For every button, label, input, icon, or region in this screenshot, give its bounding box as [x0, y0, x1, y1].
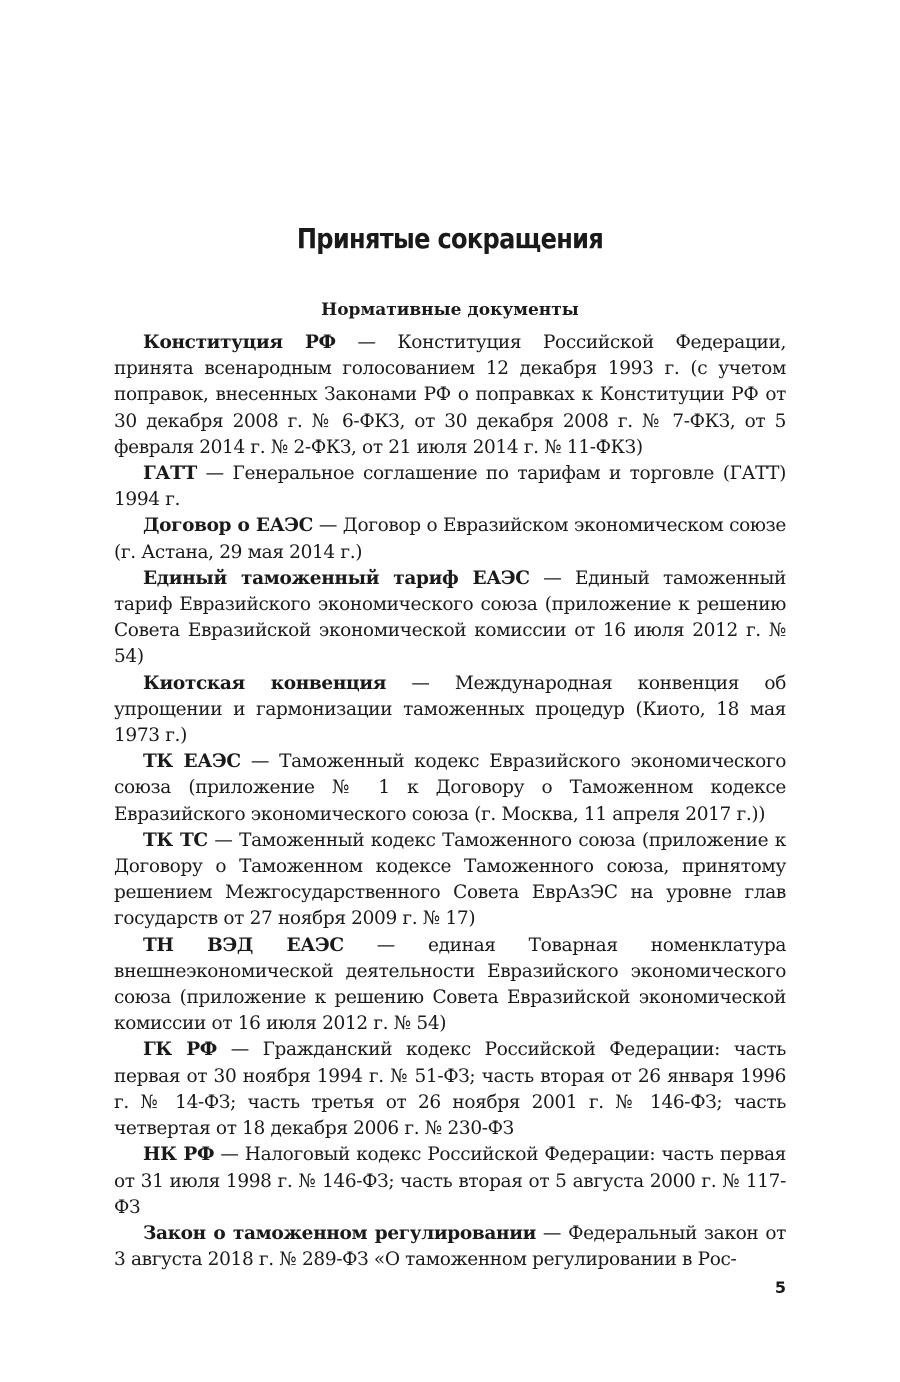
abbreviation-definition: Договор о Евразийском экономическом союзе (г. Астана, 29 мая 2014 г.) [114, 515, 786, 563]
abbreviation-entry [114, 1037, 786, 1142]
abbreviation-entry [114, 671, 786, 750]
abbreviation-term: Договор о ЕАЭС [143, 515, 314, 537]
abbreviation-term: ГАТТ [143, 463, 197, 485]
abbreviations-list [114, 330, 786, 1273]
abbreviation-entry [114, 749, 786, 828]
abbreviation-term: Конституция РФ [143, 332, 336, 353]
abbreviation-entry [114, 461, 786, 513]
abbreviation-entry [114, 330, 786, 461]
dash: — [240, 751, 280, 773]
abbreviation-term: ТК ЕАЭС [143, 751, 241, 773]
abbreviation-definition: Единый таможенный тариф Евразийского экономического союза (приложение к решению Совета Евразийской экономической комиссии от 16 июля 2012 г. № 54) [114, 567, 787, 668]
abbreviation-term: ГК РФ [143, 1039, 217, 1061]
page-title: Принятые сокращения [296, 222, 604, 255]
abbreviation-entry [114, 1142, 786, 1221]
abbreviation-entry [114, 933, 786, 1038]
abbreviation-definition: единая Товарная номенклатура внешнеэкономической деятельности Евразийского экономического союза (приложение к решению Совета Евразийской экономической комиссии от 16 июля 2012 г. № 54) [114, 934, 786, 1035]
abbreviation-entry [114, 1221, 786, 1273]
dash: — [535, 1222, 569, 1244]
dash: — [196, 463, 233, 485]
abbreviation-term: ТК ТС [143, 829, 208, 851]
abbreviation-term: НК РФ [143, 1144, 215, 1166]
dash: — [335, 332, 398, 353]
abbreviation-definition: Гражданский кодекс Российской Федерации: часть первая от 30 ноября 1994 г. № 51-ФЗ; часть вторая от 26 января 1996 г. № 14-ФЗ; часть третья от 26 ноября 2001 г. № 146-ФЗ; часть четвертая от 18 декабря 2006 г. № 230-ФЗ [114, 1039, 786, 1140]
abbreviation-definition: Таможенный кодекс Евразийского экономического союза (приложение № 1 к Договору о Таможенном кодексе Евразийского экономического союза (г. Москва, 11 апреля 2017 г.)) [114, 751, 786, 825]
dash: — [386, 672, 455, 694]
abbreviation-entry [114, 513, 786, 565]
dash: — [214, 1144, 245, 1166]
section-heading: Нормативные документы [321, 300, 579, 320]
dash: — [216, 1039, 263, 1061]
abbreviation-entry [114, 566, 786, 671]
abbreviation-term: Киотская конвенция [143, 672, 387, 694]
dash: — [529, 567, 575, 589]
abbreviation-definition: Международная конвенция об упрощении и гармонизации таможенных процедур (Киото, 18 мая 1973 г.) [114, 672, 786, 747]
abbreviation-entry [114, 828, 786, 933]
dash: — [207, 829, 240, 851]
abbreviation-term: Закон о таможенном регулировании [143, 1222, 536, 1244]
abbreviation-definition: Таможенный кодекс Таможенного союза (приложение к Договору о Таможенном кодексе Таможенного союза, принятому решением Межгосударственного Совета ЕврАзЭС на уровне глав государств от 27 ноября 2009 г. № 17) [114, 829, 787, 930]
abbreviation-term: Единый таможенный тариф ЕАЭС [143, 567, 530, 589]
dash: — [313, 515, 343, 537]
abbreviation-definition: Генеральное соглашение по тарифам и торговле (ГАТТ) 1994 г. [114, 463, 786, 511]
abbreviation-definition: Федеральный закон от 3 августа 2018 г. № 289-ФЗ «О таможенном регулировании в Рос- [114, 1222, 786, 1271]
abbreviation-term: ТН ВЭД ЕАЭС [143, 934, 344, 956]
page-number: 5 [774, 1278, 786, 1297]
dash: — [343, 934, 429, 956]
abbreviation-definition: Налоговый кодекс Российской Федерации: часть первая от 31 июля 1998 г. № 146-ФЗ; часть вторая от 5 августа 2000 г. № 117-ФЗ [114, 1144, 787, 1218]
abbreviation-definition: Конституция Российской Федерации, принята всенародным голосованием 12 декабря 1993 г. (с учетом поправок, внесенных Законами РФ о поправках к Конституции РФ от 30 декабря 2008 г. № 6-ФКЗ, от 30 декабря 2008 г. № 7-ФКЗ, от 5 февраля 2014 г. № 2-ФКЗ, от 21 июля 2014 г. № 11-ФКЗ) [114, 332, 786, 458]
